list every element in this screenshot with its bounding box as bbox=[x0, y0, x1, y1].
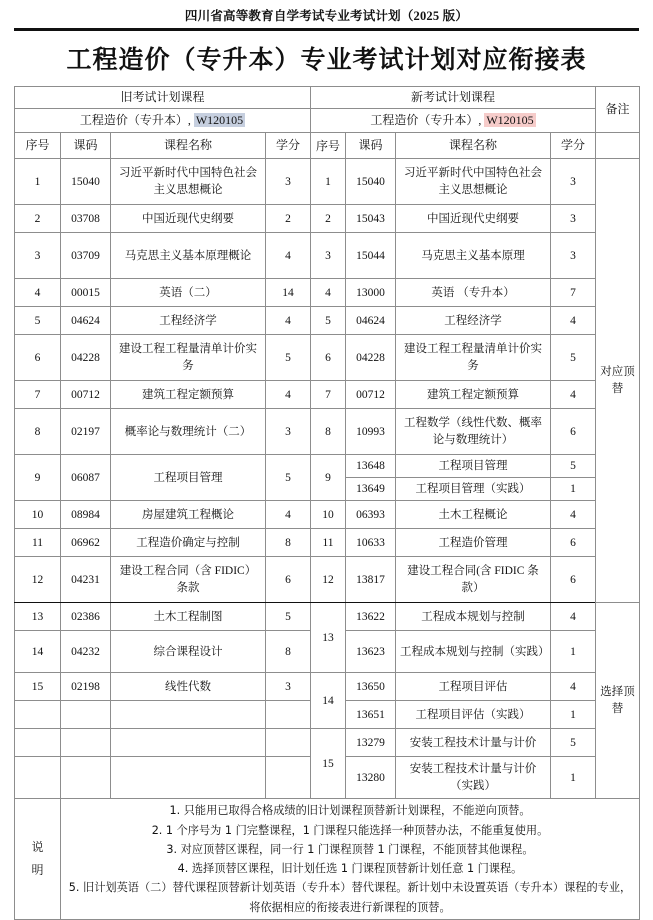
running-head: 四川省高等教育自学考试专业考试计划（2025 版） bbox=[184, 9, 469, 23]
cell-new-course: 工程数学（线性代数、概率论与数理统计） bbox=[396, 409, 551, 455]
old-plan-code: W120105 bbox=[195, 113, 244, 128]
new-plan-group-header: 新考试计划课程 bbox=[311, 87, 596, 109]
cell-new-credit: 3 bbox=[551, 233, 596, 279]
table-group-header-row bbox=[15, 87, 640, 109]
table-row bbox=[15, 233, 640, 279]
cell-new-seq: 3 bbox=[311, 233, 346, 279]
cell-old-credit: 6 bbox=[266, 557, 311, 603]
articulation-table bbox=[14, 86, 640, 799]
cell-new-seq: 13 bbox=[311, 603, 346, 673]
cell-new-code: 13280 bbox=[346, 757, 396, 799]
new-plan-name-cell bbox=[311, 109, 596, 133]
cell-old-credit: 4 bbox=[266, 307, 311, 335]
cell-new-code: 13623 bbox=[346, 631, 396, 673]
cell-new-code: 13648 bbox=[346, 455, 396, 478]
old-plan-group-header: 旧考试计划课程 bbox=[15, 87, 311, 109]
cell-old-seq bbox=[15, 729, 61, 757]
cell-new-seq: 11 bbox=[311, 529, 346, 557]
col-header-new-code: 课码 bbox=[346, 133, 396, 159]
cell-old-code: 03709 bbox=[61, 233, 111, 279]
old-plan-name: 工程造价（专升本）, bbox=[79, 113, 191, 128]
cell-old-seq: 9 bbox=[15, 455, 61, 501]
table-row bbox=[15, 279, 640, 307]
note-line-1: 1. 只能用已取得合格成绩的旧计划课程顶替新计划课程，不能逆向顶替。 bbox=[169, 804, 531, 818]
header-rule bbox=[14, 28, 639, 31]
table-column-header-row bbox=[15, 133, 640, 159]
note-line-3: 3. 对应顶替区课程，同一行 1 门课程顶替 1 门课程，不能顶替其他课程。 bbox=[166, 842, 534, 856]
cell-new-credit: 4 bbox=[551, 307, 596, 335]
cell-new-seq: 14 bbox=[311, 673, 346, 729]
cell-old-credit: 4 bbox=[266, 381, 311, 409]
cell-old-seq: 10 bbox=[15, 501, 61, 529]
cell-old-course bbox=[111, 757, 266, 799]
cell-old-code: 04624 bbox=[61, 307, 111, 335]
cell-new-course: 工程成本规划与控制（实践） bbox=[396, 631, 551, 673]
table-row bbox=[15, 205, 640, 233]
cell-old-seq: 14 bbox=[15, 631, 61, 673]
table-row bbox=[15, 501, 640, 529]
cell-old-code: 00712 bbox=[61, 381, 111, 409]
cell-new-credit: 1 bbox=[551, 478, 596, 501]
notes-table bbox=[14, 798, 640, 920]
cell-old-code: 02198 bbox=[61, 673, 111, 701]
cell-new-code: 13279 bbox=[346, 729, 396, 757]
cell-new-code: 13651 bbox=[346, 701, 396, 729]
cell-new-seq: 12 bbox=[311, 557, 346, 603]
table-row bbox=[15, 335, 640, 381]
cell-old-code bbox=[61, 757, 111, 799]
cell-old-seq: 8 bbox=[15, 409, 61, 455]
cell-new-course: 工程项目评估（实践） bbox=[396, 701, 551, 729]
cell-new-credit: 1 bbox=[551, 701, 596, 729]
cell-new-course: 工程项目管理 bbox=[396, 455, 551, 478]
col-header-old-credit: 学分 bbox=[266, 133, 311, 159]
cell-old-seq: 12 bbox=[15, 557, 61, 603]
col-header-new-credit: 学分 bbox=[551, 133, 596, 159]
cell-old-credit: 3 bbox=[266, 673, 311, 701]
notes-body bbox=[61, 799, 640, 920]
cell-old-course: 土木工程制图 bbox=[111, 603, 266, 631]
cell-old-course: 建设工程合同（含 FIDIC）条款 bbox=[111, 557, 266, 603]
table-row bbox=[15, 381, 640, 409]
cell-new-code: 04228 bbox=[346, 335, 396, 381]
col-header-old-code: 课码 bbox=[61, 133, 111, 159]
cell-old-course: 概率论与数理统计（二） bbox=[111, 409, 266, 455]
cell-old-code: 02386 bbox=[61, 603, 111, 631]
cell-new-course: 英语 （专升本） bbox=[396, 279, 551, 307]
cell-old-code: 08984 bbox=[61, 501, 111, 529]
cell-old-course: 房屋建筑工程概论 bbox=[111, 501, 266, 529]
cell-new-credit: 1 bbox=[551, 631, 596, 673]
cell-new-seq: 6 bbox=[311, 335, 346, 381]
cell-old-course: 马克思主义基本原理概论 bbox=[111, 233, 266, 279]
notes-label-char-1: 说 bbox=[31, 840, 44, 855]
cell-new-credit: 6 bbox=[551, 557, 596, 603]
cell-new-course: 工程项目管理（实践） bbox=[396, 478, 551, 501]
cell-new-code: 06393 bbox=[346, 501, 396, 529]
notes-label bbox=[15, 799, 61, 920]
cell-new-credit: 3 bbox=[551, 205, 596, 233]
cell-old-credit: 8 bbox=[266, 529, 311, 557]
cell-old-code: 03708 bbox=[61, 205, 111, 233]
cell-new-code: 13622 bbox=[346, 603, 396, 631]
cell-old-code: 04231 bbox=[61, 557, 111, 603]
cell-old-seq: 1 bbox=[15, 159, 61, 205]
new-plan-name: 工程造价（专升本）, bbox=[370, 113, 482, 128]
cell-old-credit bbox=[266, 757, 311, 799]
cell-old-seq: 3 bbox=[15, 233, 61, 279]
cell-old-course: 工程经济学 bbox=[111, 307, 266, 335]
table-row bbox=[15, 673, 640, 701]
cell-new-code: 15040 bbox=[346, 159, 396, 205]
cell-new-course: 中国近现代史纲要 bbox=[396, 205, 551, 233]
cell-new-course: 工程成本规划与控制 bbox=[396, 603, 551, 631]
cell-new-course: 建筑工程定额预算 bbox=[396, 381, 551, 409]
cell-new-course: 安装工程技术计量与计价 bbox=[396, 729, 551, 757]
cell-new-code: 13000 bbox=[346, 279, 396, 307]
cell-new-seq: 5 bbox=[311, 307, 346, 335]
cell-new-credit: 5 bbox=[551, 335, 596, 381]
cell-old-code: 04232 bbox=[61, 631, 111, 673]
note-line-5: 5. 旧计划英语（二）替代课程顶替新计划英语（专升本）替代课程。新计划中未设置英语（专升本）课程的专业，将依据相应的衔接表进行新课程的顶替。 bbox=[68, 881, 632, 914]
cell-old-seq: 5 bbox=[15, 307, 61, 335]
note-line-4: 4. 选择顶替区课程，旧计划任选 1 门课程顶替新计划任意 1 门课程。 bbox=[177, 862, 523, 876]
new-plan-code: W120105 bbox=[486, 113, 534, 128]
cell-old-code: 15040 bbox=[61, 159, 111, 205]
cell-old-credit: 4 bbox=[266, 501, 311, 529]
table-row bbox=[15, 455, 640, 478]
cell-old-credit: 3 bbox=[266, 159, 311, 205]
cell-new-seq: 7 bbox=[311, 381, 346, 409]
cell-old-credit: 14 bbox=[266, 279, 311, 307]
cell-old-credit: 5 bbox=[266, 335, 311, 381]
cell-old-course bbox=[111, 701, 266, 729]
cell-old-course bbox=[111, 729, 266, 757]
cell-new-course: 习近平新时代中国特色社会主义思想概论 bbox=[396, 159, 551, 205]
cell-old-course: 综合课程设计 bbox=[111, 631, 266, 673]
cell-new-course: 工程经济学 bbox=[396, 307, 551, 335]
cell-old-course: 工程造价确定与控制 bbox=[111, 529, 266, 557]
cell-old-code: 04228 bbox=[61, 335, 111, 381]
cell-old-code bbox=[61, 701, 111, 729]
cell-new-seq: 8 bbox=[311, 409, 346, 455]
cell-new-credit: 6 bbox=[551, 409, 596, 455]
cell-new-code: 10633 bbox=[346, 529, 396, 557]
cell-new-credit: 4 bbox=[551, 501, 596, 529]
cell-old-code: 06962 bbox=[61, 529, 111, 557]
cell-new-code: 15044 bbox=[346, 233, 396, 279]
cell-old-seq: 11 bbox=[15, 529, 61, 557]
cell-new-course: 建设工程工程量清单计价实务 bbox=[396, 335, 551, 381]
cell-old-credit: 3 bbox=[266, 409, 311, 455]
col-header-new-seq: 序号 bbox=[311, 133, 346, 159]
col-header-remark-spacer bbox=[596, 133, 640, 159]
cell-new-course: 工程项目评估 bbox=[396, 673, 551, 701]
old-plan-name-cell bbox=[15, 109, 311, 133]
cell-old-seq: 6 bbox=[15, 335, 61, 381]
cell-new-course: 土木工程概论 bbox=[396, 501, 551, 529]
cell-new-code: 13649 bbox=[346, 478, 396, 501]
cell-old-code bbox=[61, 729, 111, 757]
cell-new-seq: 9 bbox=[311, 455, 346, 501]
table-row bbox=[15, 409, 640, 455]
cell-new-code: 13650 bbox=[346, 673, 396, 701]
col-header-old-course: 课程名称 bbox=[111, 133, 266, 159]
cell-old-seq bbox=[15, 701, 61, 729]
table-row bbox=[15, 307, 640, 335]
cell-old-code: 06087 bbox=[61, 455, 111, 501]
col-header-old-seq: 序号 bbox=[15, 133, 61, 159]
cell-old-course: 习近平新时代中国特色社会主义思想概论 bbox=[111, 159, 266, 205]
cell-new-credit: 4 bbox=[551, 673, 596, 701]
cell-new-credit: 5 bbox=[551, 729, 596, 757]
remark-column-header: 备注 bbox=[596, 87, 640, 133]
cell-old-seq: 2 bbox=[15, 205, 61, 233]
cell-old-code: 02197 bbox=[61, 409, 111, 455]
cell-new-credit: 5 bbox=[551, 455, 596, 478]
table-row bbox=[15, 729, 640, 757]
page-title: 工程造价（专升本）专业考试计划对应衔接表 bbox=[66, 47, 587, 74]
cell-new-credit: 4 bbox=[551, 603, 596, 631]
cell-old-credit: 5 bbox=[266, 455, 311, 501]
cell-remark-section2: 选择顶替 bbox=[596, 603, 640, 799]
cell-old-course: 工程项目管理 bbox=[111, 455, 266, 501]
note-line-2: 2. 1 个序号为 1 门完整课程，1 门课程只能选择一种顶替办法，不能重复使用。 bbox=[151, 823, 549, 837]
cell-remark-section1: 对应顶替 bbox=[596, 159, 640, 603]
cell-new-credit: 6 bbox=[551, 529, 596, 557]
cell-new-seq: 10 bbox=[311, 501, 346, 529]
cell-new-seq: 15 bbox=[311, 729, 346, 799]
table-row bbox=[15, 159, 640, 205]
cell-new-credit: 3 bbox=[551, 159, 596, 205]
cell-old-course: 建筑工程定额预算 bbox=[111, 381, 266, 409]
cell-old-code: 00015 bbox=[61, 279, 111, 307]
cell-old-seq bbox=[15, 757, 61, 799]
cell-old-seq: 7 bbox=[15, 381, 61, 409]
cell-new-code: 00712 bbox=[346, 381, 396, 409]
cell-new-seq: 4 bbox=[311, 279, 346, 307]
cell-new-seq: 1 bbox=[311, 159, 346, 205]
cell-new-course: 马克思主义基本原理 bbox=[396, 233, 551, 279]
cell-new-seq: 2 bbox=[311, 205, 346, 233]
table-plan-row bbox=[15, 109, 640, 133]
cell-new-credit: 4 bbox=[551, 381, 596, 409]
cell-new-code: 13817 bbox=[346, 557, 396, 603]
cell-old-credit bbox=[266, 729, 311, 757]
cell-old-credit: 5 bbox=[266, 603, 311, 631]
cell-old-credit bbox=[266, 701, 311, 729]
table-row bbox=[15, 603, 640, 631]
cell-new-course: 工程造价管理 bbox=[396, 529, 551, 557]
cell-old-credit: 2 bbox=[266, 205, 311, 233]
table-row bbox=[15, 529, 640, 557]
notes-label-char-2: 明 bbox=[31, 863, 44, 878]
cell-new-code: 10993 bbox=[346, 409, 396, 455]
cell-new-credit: 1 bbox=[551, 757, 596, 799]
cell-old-credit: 8 bbox=[266, 631, 311, 673]
cell-old-course: 线性代数 bbox=[111, 673, 266, 701]
cell-new-credit: 7 bbox=[551, 279, 596, 307]
cell-old-course: 建设工程工程量清单计价实务 bbox=[111, 335, 266, 381]
cell-new-course: 安装工程技术计量与计价（实践） bbox=[396, 757, 551, 799]
table-row bbox=[15, 557, 640, 603]
cell-old-seq: 4 bbox=[15, 279, 61, 307]
cell-new-course: 建设工程合同(含 FIDIC 条款） bbox=[396, 557, 551, 603]
cell-old-credit: 4 bbox=[266, 233, 311, 279]
cell-old-course: 中国近现代史纲要 bbox=[111, 205, 266, 233]
cell-old-course: 英语（二） bbox=[111, 279, 266, 307]
col-header-new-course: 课程名称 bbox=[396, 133, 551, 159]
cell-new-code: 15043 bbox=[346, 205, 396, 233]
cell-new-code: 04624 bbox=[346, 307, 396, 335]
cell-old-seq: 13 bbox=[15, 603, 61, 631]
notes-row bbox=[15, 799, 640, 920]
cell-old-seq: 15 bbox=[15, 673, 61, 701]
